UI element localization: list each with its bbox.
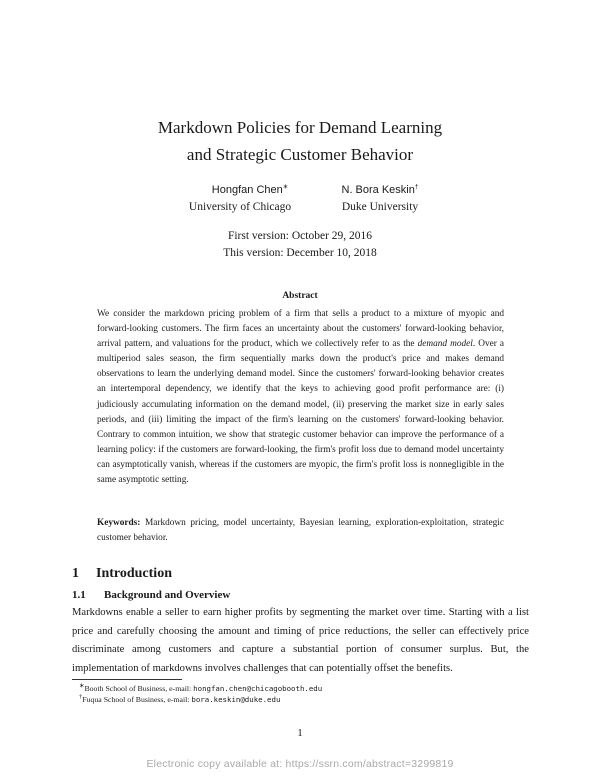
footnote-1-email: hongfan.chen@chicagobooth.edu: [193, 684, 323, 693]
section-title: Introduction: [96, 566, 172, 581]
title-line-2: and Strategic Customer Behavior: [186, 145, 414, 164]
demand-model-emphasis: demand model: [417, 339, 473, 350]
author-2-affiliation: Duke University: [341, 201, 419, 213]
keywords: [97, 516, 504, 546]
author-2-name: N. Bora Keskin†: [341, 183, 419, 196]
keywords-text: Markdown pricing, model uncertainty, Bayesian learning, exploration-exploitation, strategic customer behavior.: [97, 518, 504, 543]
author-1-name: Hongfan Chen∗: [211, 183, 289, 196]
abstract-heading: Abstract: [282, 291, 318, 301]
footnote-2: †Fuqua School of Business, e-mail: bora.keskin@duke.edu: [79, 693, 281, 704]
page-number: 1: [297, 727, 303, 739]
abstract-body: We consider the markdown pricing problem of a firm that sells a product to a mixture of myopic and forward-looking customers. The firm faces an uncertainty about the customers' forward-looking behavior, arrival pattern, and valuations for the product, which we collectively refer to as the demand model. Over a multiperiod sales season, the firm sequentially marks down the product's price and makes demand observations to learn the underlying demand model. Since the customers' forward-looking behavior creates an intertemporal dependency, we identify that the keys to achieving good profit performance are: (i) judiciously accumulating information on the demand model, (ii) preserving the market size in early sales periods, and (iii) limiting the impact of the firm's learning on the customers' forward-looking behavior. Contrary to common intuition, we show that strategic customer behavior can improve the performance of a learning policy: if the customers are forward-looking, the firm's profit loss due to demand model uncertainty can asymptotically vanish, whereas if the customers are myopic, the firm's profit loss is nonnegligible in the same asymptotic setting.: [97, 309, 505, 486]
section-heading-introduction: [72, 566, 172, 582]
subsection-heading: [72, 589, 230, 601]
section-number: 1: [72, 566, 79, 581]
title-line-1: Markdown Policies for Demand Learning: [157, 118, 443, 137]
keywords-label: Keywords:: [97, 518, 141, 528]
author-1-footnote-mark: ∗: [282, 183, 289, 191]
subsection-number: 1.1: [72, 589, 86, 601]
author-1-affiliation: University of Chicago: [188, 201, 292, 213]
footnote-1: ∗Booth School of Business, e-mail: hongfan.chen@chicagobooth.edu: [79, 682, 323, 693]
intro-paragraph: Markdowns enable a seller to earn higher profits by segmenting the market over time. Starting with a list price and carefully choosing the amount and timing of price reductions, the seller can effectively price discriminate among customers and capture a substantial portion of consumer surplus. But, the implementation of markdowns involves challenges that can potentially offset the benefits.: [72, 607, 529, 674]
footnote-rule: [72, 679, 182, 680]
this-version-date: This version: December 10, 2018: [223, 247, 377, 259]
footnote-2-email: bora.keskin@duke.edu: [191, 695, 281, 704]
subsection-title: Background and Overview: [104, 589, 231, 601]
paper-title: [0, 114, 600, 168]
author-2-footnote-mark: †: [414, 183, 419, 191]
first-version-date: First version: October 29, 2016: [227, 230, 373, 242]
ssrn-watermark: Electronic copy available at: https://ssrn.com/abstract=3299819: [146, 758, 454, 770]
